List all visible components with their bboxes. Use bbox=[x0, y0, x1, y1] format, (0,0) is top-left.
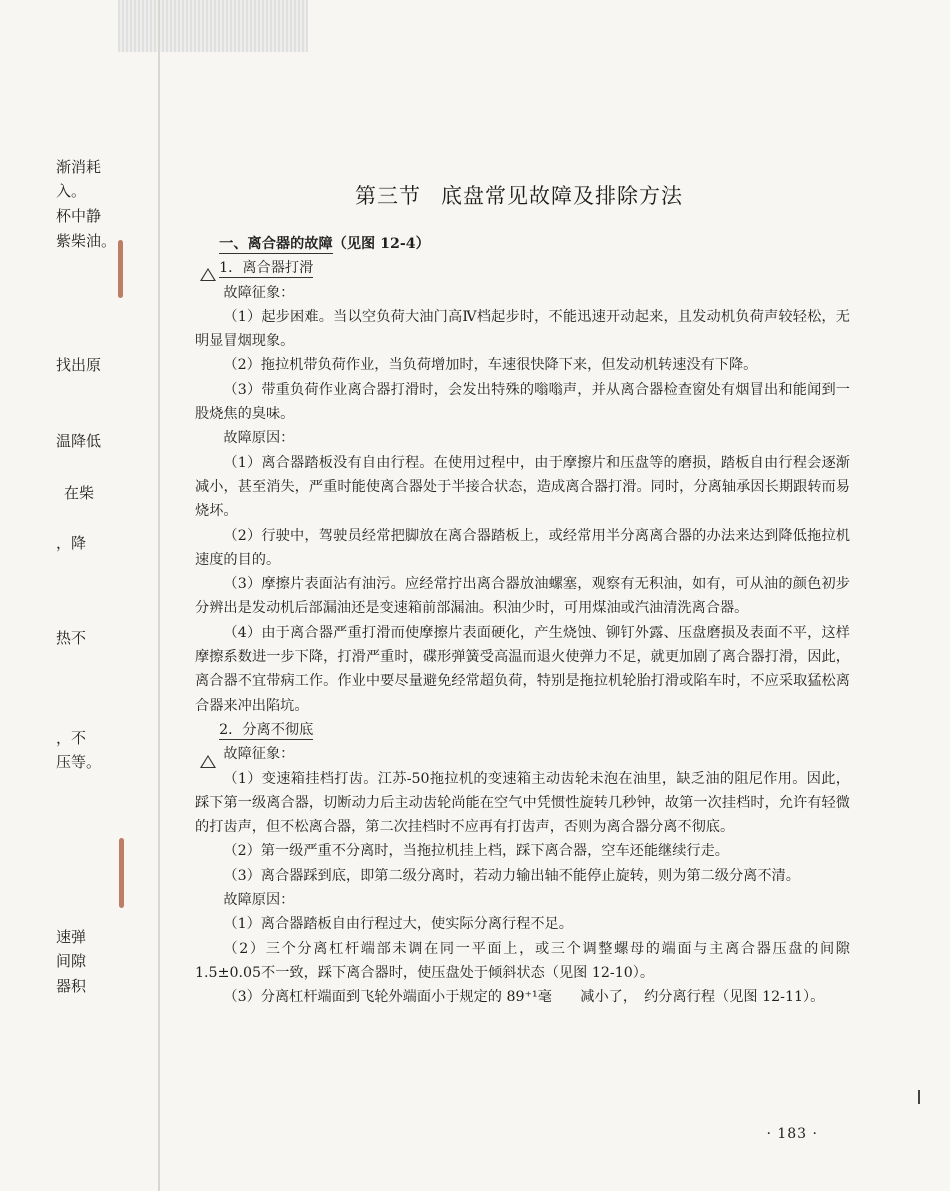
subheading-incomplete-release: 2．分离不彻底 bbox=[219, 721, 314, 738]
heading-clutch-faults: 一、离合器的故障（见图 12-4） bbox=[219, 236, 430, 252]
paragraph: （2）三个分离杠杆端部未调在同一平面上，或三个调整螺母的端面与主离合器压盘的间隙 1.5±0.05不一致，踩下离合器时，使压盘处于倾斜状态（见图 12-10）。 bbox=[195, 940, 850, 981]
margin-fragment: 速弹 bbox=[56, 928, 87, 946]
margin-fragment: ，不 bbox=[56, 729, 87, 747]
scan-artifact bbox=[118, 0, 308, 52]
paragraph: （1）离合器踏板自由行程过大，使实际分离行程不足。 bbox=[223, 916, 573, 933]
subheading-slipping: 1．离合器打滑 bbox=[219, 260, 314, 277]
paragraph: （1）变速箱挂档打齿。江苏-50拖拉机的变速箱主动齿轮未泡在油里，缺乏油的阻尼作用。因此，踩下第一级离合器，切断动力后主动齿轮尚能在空气中凭惯性旋转几秒钟，故第一次挂档时，允许有轻微的打齿声，但不松离合器，第二次挂档时不应再有打齿声，否则为离合器分离不彻底。 bbox=[195, 770, 850, 836]
symptom-label: 故障征象： bbox=[223, 284, 295, 301]
paragraph: （3）摩擦片表面沾有油污。应经常拧出离合器放油螺塞，观察有无积油，如有，可从油的颜色初步分辨出是发动机后部漏油还是变速箱前部漏油。积油少时，可用煤油或汽油清洗离合器。 bbox=[195, 576, 850, 617]
margin-fragment: 找出原 bbox=[56, 356, 102, 374]
paragraph: （1）起步困难。当以空负荷大油门高Ⅳ档起步时，不能迅速开动起来，且发动机负荷声较轻松，无明显冒烟现象。 bbox=[195, 308, 850, 350]
body-text bbox=[195, 232, 850, 1010]
page-number: · 183 · bbox=[766, 1126, 818, 1142]
margin-fragment: 杯中静 bbox=[56, 207, 102, 225]
section-heading: 底盘常见故障及排除方法 bbox=[441, 184, 683, 208]
cause-label: 故障原因： bbox=[223, 892, 295, 909]
margin-fragment: 热不 bbox=[56, 629, 87, 647]
margin-fragment: 压等。 bbox=[56, 753, 102, 771]
margin-fragment: 器积 bbox=[56, 977, 87, 995]
paragraph: （2）行驶中，驾驶员经常把脚放在离合器踏板上，或经常用半分离离合器的办法来达到降低拖拉机速度的目的。 bbox=[195, 527, 850, 568]
paragraph: （4）由于离合器严重打滑而使摩擦片表面硬化，产生烧蚀、铆钉外露、压盘磨损及表面不平，这样摩擦系数进一步下降，打滑严重时，碟形弹簧受高温而退火使弹力不足，就更加剧了离合器打滑，因此，离合器不宜带病工作。作业中要尽量避免经常超负荷，特别是拖拉机轮胎打滑或陷车时，不应采取猛松离合器来冲出陷坑。 bbox=[195, 624, 850, 714]
paragraph: （2）第一级严重不分离时，当拖拉机挂上档，踩下离合器，空车还能继续行走。 bbox=[223, 843, 729, 860]
pen-mark bbox=[119, 838, 124, 908]
margin-fragment: 温降低 bbox=[56, 432, 102, 450]
margin-fragment: 间隙 bbox=[56, 952, 87, 970]
margin-fragment: 紫柴油。 bbox=[56, 232, 117, 250]
paragraph: （2）拖拉机带负荷作业，当负荷增加时，车速很快降下来，但发动机转速没有下降。 bbox=[223, 357, 758, 374]
margin-fragment: 在柴 bbox=[64, 484, 95, 502]
scan-edge-mark bbox=[918, 1090, 926, 1104]
margin-fragment: 入。 bbox=[56, 182, 87, 200]
section-title bbox=[355, 180, 683, 210]
paragraph: （3）带重负荷作业离合器打滑时，会发出特殊的嗡嗡声，并从离合器检查窗处有烟冒出和能闻到一股烧焦的臭味。 bbox=[195, 381, 850, 423]
paragraph: （3）分离杠杆端面到飞轮外端面小于规定的 89⁺¹毫 减小了， 约分离行程（见图 12-11）。 bbox=[223, 989, 825, 1006]
symptom-label: 故障征象： bbox=[223, 746, 295, 763]
margin-fragment: ，降 bbox=[56, 534, 87, 552]
page-fold-line bbox=[158, 0, 160, 1191]
margin-fragment: 渐消耗 bbox=[56, 158, 102, 176]
paragraph: （1）离合器踏板没有自由行程。在使用过程中，由于摩擦片和压盘等的磨损，踏板自由行程会逐渐减小，甚至消失，严重时能使离合器处于半接合状态，造成离合器打滑。同时，分离轴承因长期跟转而易烧坏。 bbox=[195, 454, 850, 520]
paragraph: （3）离合器踩到底，即第二级分离时，若动力输出轴不能停止旋转，则为第二级分离不清。 bbox=[223, 867, 800, 884]
section-number: 第三节 bbox=[355, 184, 421, 208]
pen-mark bbox=[118, 240, 123, 298]
cause-label: 故障原因： bbox=[223, 430, 295, 447]
